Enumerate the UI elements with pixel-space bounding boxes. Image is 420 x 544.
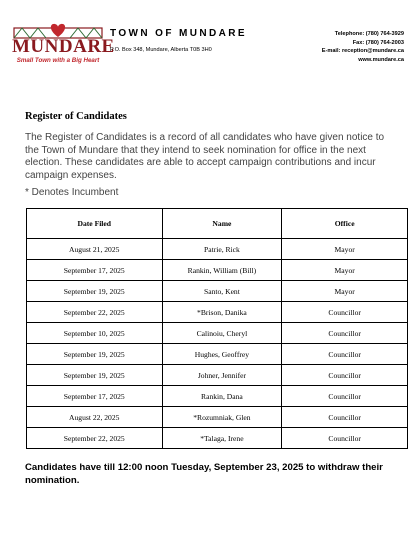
telephone: Telephone: (780) 764-3929 [334,31,404,37]
incumbent-note: * Denotes Incumbent [25,187,119,198]
name-cell: *Talaga, Irene [162,428,282,449]
contact-info [322,30,404,64]
date-filed-cell: August 22, 2025 [27,407,163,428]
office-cell: Councillor [282,407,408,428]
table-row [27,239,408,260]
office-cell: Mayor [282,239,408,260]
town-name: TOWN OF MUNDARE [110,28,247,39]
name-cell: *Brison, Danika [162,302,282,323]
date-filed-cell: September 19, 2025 [27,365,163,386]
table-row [27,344,408,365]
name-cell: Rankin, Dana [162,386,282,407]
name-cell: Santo, Kent [162,281,282,302]
table-row [27,281,408,302]
office-cell: Mayor [282,260,408,281]
table-row [27,428,408,449]
date-filed-cell: September 10, 2025 [27,323,163,344]
date-filed-cell: September 22, 2025 [27,302,163,323]
name-cell: Hughes, Geoffrey [162,344,282,365]
date-filed-cell: September 17, 2025 [27,260,163,281]
office-cell: Councillor [282,428,408,449]
date-filed-cell: September 17, 2025 [27,386,163,407]
fax: Fax: (780) 764-2003 [352,39,404,46]
office-cell: Councillor [282,386,408,407]
table-row [27,260,408,281]
office-cell: Councillor [282,302,408,323]
table-header-row [27,209,408,239]
name-cell: Johner, Jennifer [162,365,282,386]
table-row [27,407,408,428]
website-link[interactable]: www.mundare.ca [358,56,404,63]
town-logo [12,22,115,70]
table-row [27,386,408,407]
logo-tagline: Small Town with a Big Heart [16,57,100,64]
table-row [27,365,408,386]
header-office: Office [282,209,408,239]
office-cell: Mayor [282,281,408,302]
table-row [27,302,408,323]
email-link[interactable]: E-mail: reception@mundare.ca [321,48,404,54]
intro-paragraph: The Register of Candidates is a record of all candidates who have given notice to the Town of Mundare that they intend to seek nomination for office in the next election. These candidates are able to accept campaign contributions and incur campaign expenses. [25,132,385,181]
name-cell: *Rozumniak, Glen [162,407,282,428]
date-filed-cell: September 22, 2025 [27,428,163,449]
logo-wordmark: MUNDARE [12,36,115,57]
date-filed-cell: August 21, 2025 [27,239,163,260]
town-address: P.O. Box 348, Mundare, Alberta T0B 3H0 [110,47,212,53]
letterhead [0,0,420,80]
office-cell: Councillor [282,344,408,365]
name-cell: Calinoiu, Cheryl [162,323,282,344]
candidates-table [26,208,408,449]
name-cell: Patrie, Rick [162,239,282,260]
header-date-filed: Date Filed [27,209,163,239]
table-row [27,323,408,344]
office-cell: Councillor [282,323,408,344]
office-cell: Councillor [282,365,408,386]
date-filed-cell: September 19, 2025 [27,281,163,302]
header-name: Name [162,209,282,239]
date-filed-cell: September 19, 2025 [27,344,163,365]
withdrawal-deadline-note: Candidates have till 12:00 noon Tuesday, September 23, 2025 to withdraw their nomination. [25,462,383,486]
name-cell: Rankin, William (Bill) [162,260,282,281]
page-title: Register of Candidates [25,111,127,122]
